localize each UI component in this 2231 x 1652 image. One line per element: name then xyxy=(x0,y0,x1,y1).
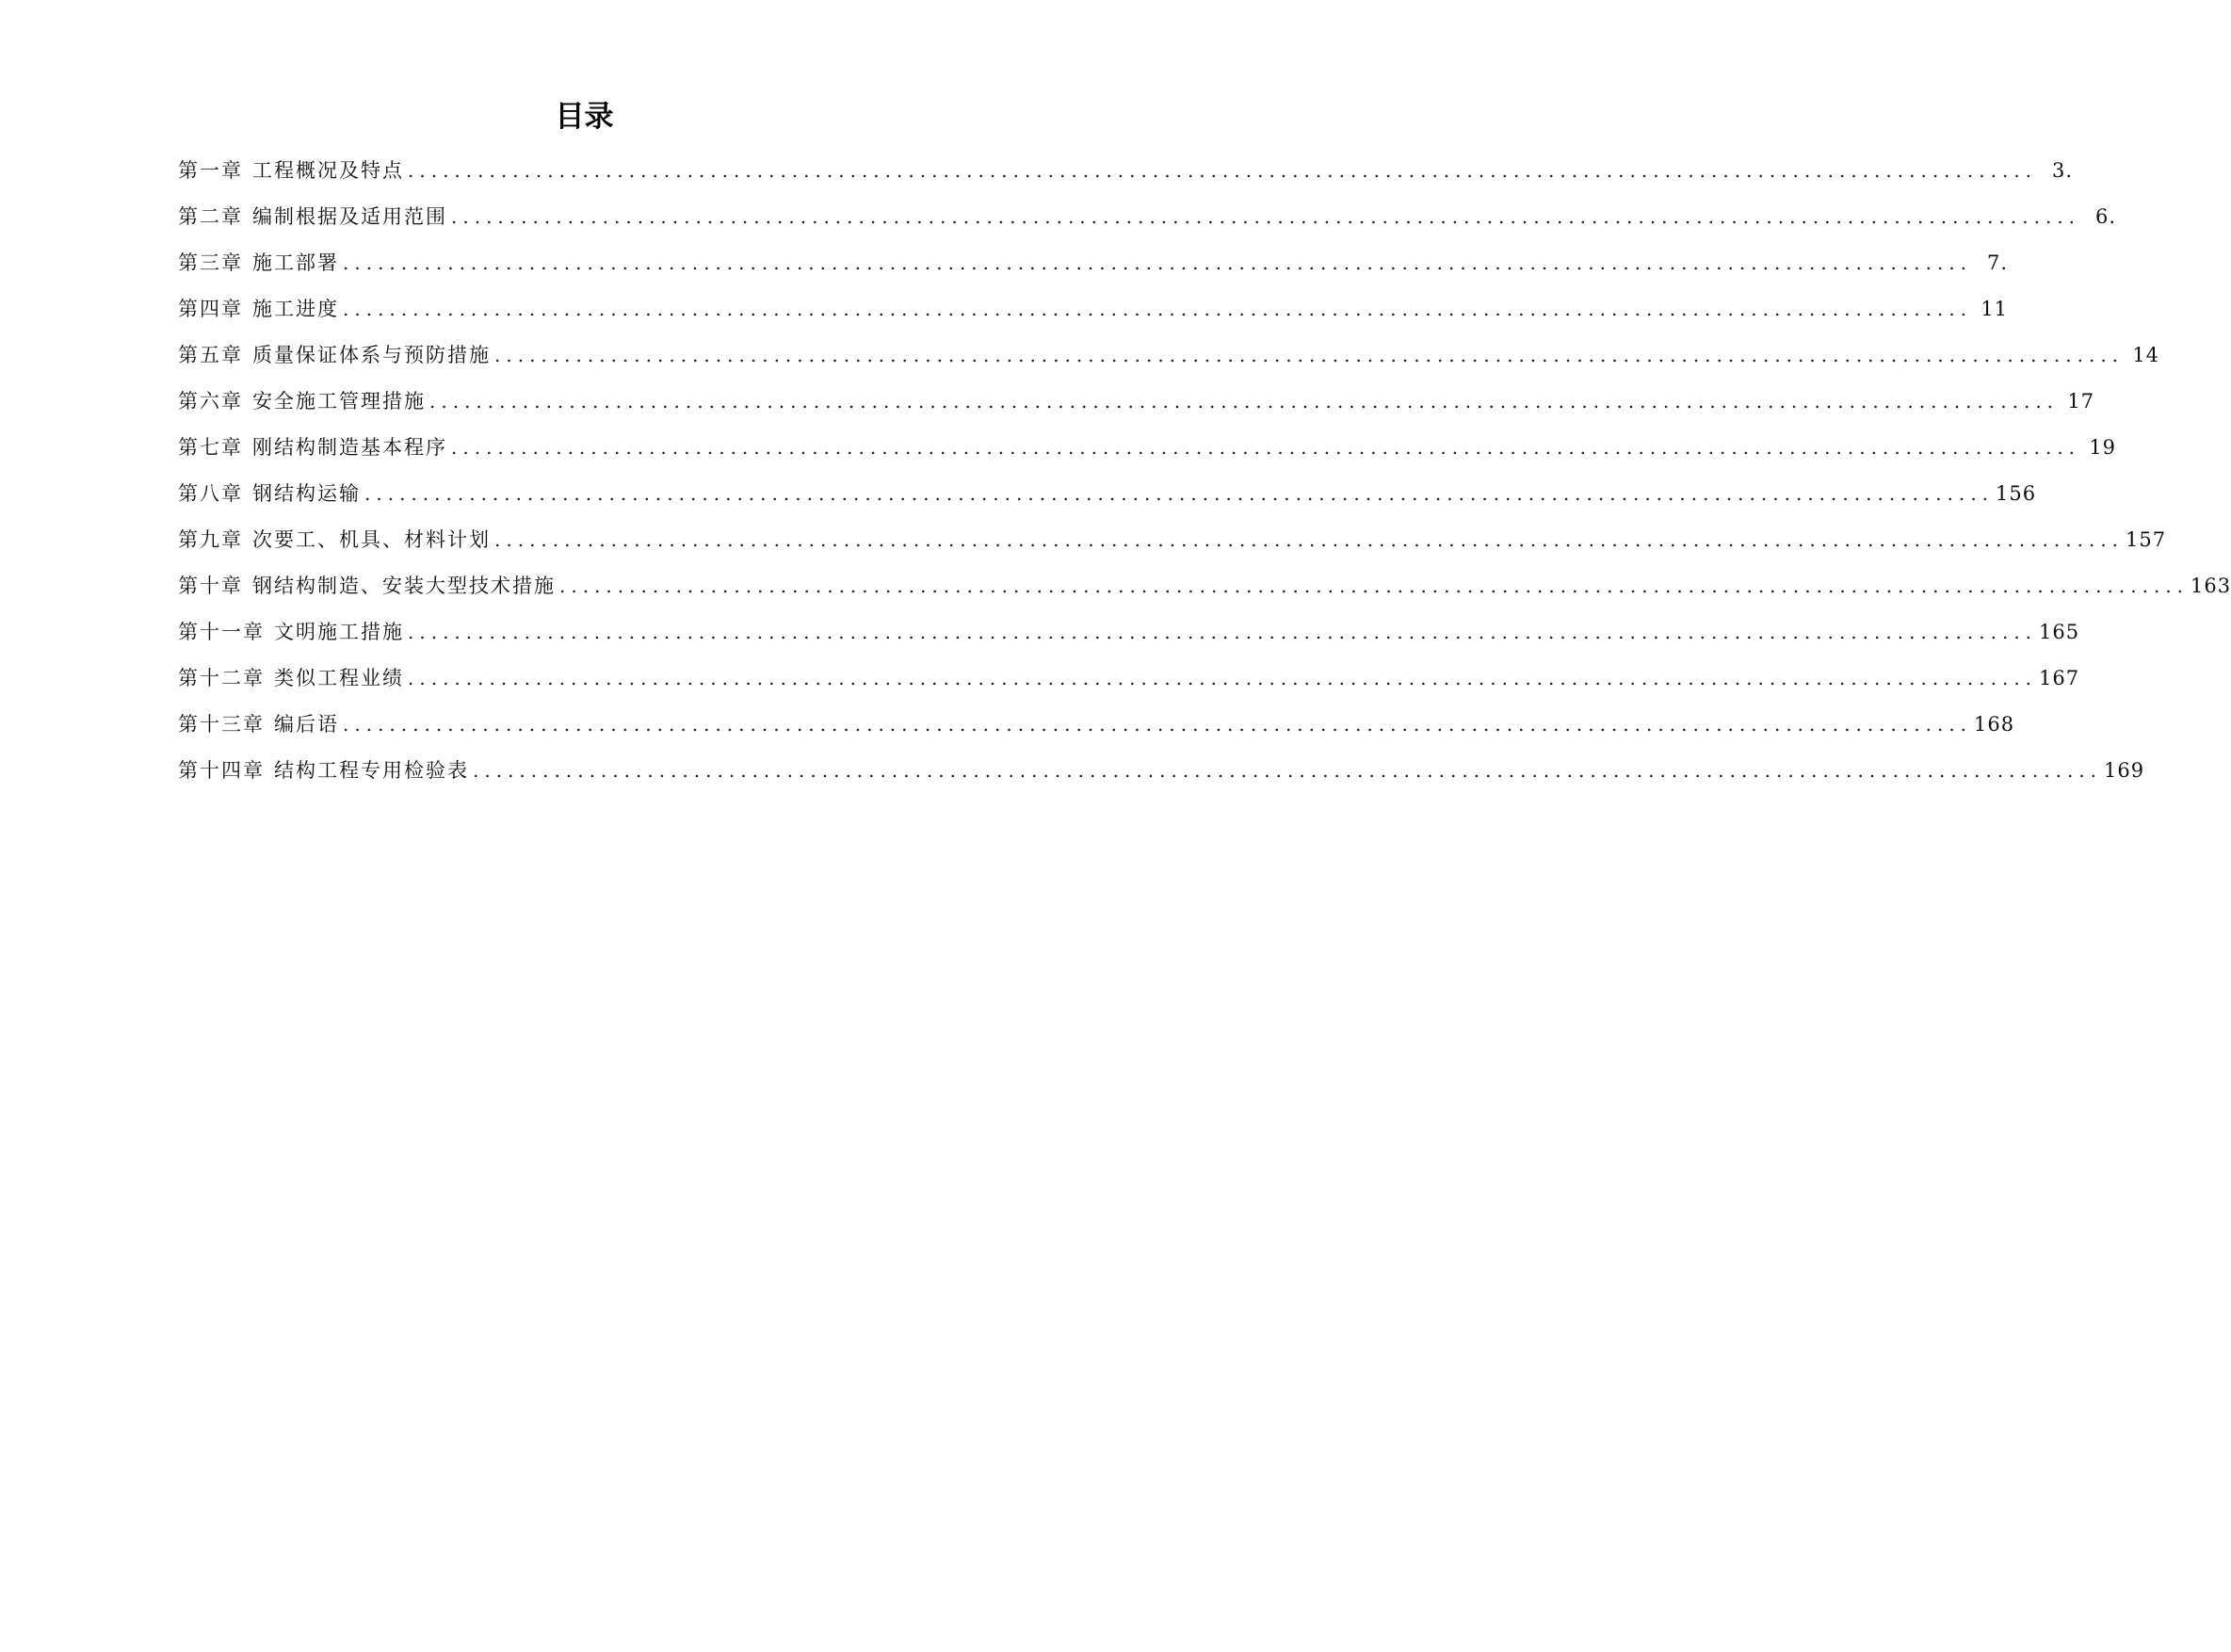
toc-page-number: 3. xyxy=(2052,159,2074,182)
toc-chapter-heading: 类似工程业绩 xyxy=(274,667,404,689)
toc-chapter-number: 第八章 xyxy=(178,482,243,505)
toc-page-number: 157 xyxy=(2126,528,2167,551)
toc-dot-leader: ............................................................................................................................................ xyxy=(451,436,2081,459)
toc-chapter-number: 第七章 xyxy=(178,436,243,459)
toc-chapter-heading: 钢结构制造、安装大型技术措施 xyxy=(252,575,556,597)
toc-chapter-number: 第九章 xyxy=(178,528,243,551)
toc-dot-leader: ............................................................................................................................................ xyxy=(494,528,2125,551)
toc-chapter-number: 第四章 xyxy=(178,298,243,320)
toc-dot-leader: ............................................................................................................................................ xyxy=(343,298,1973,320)
toc-entry[interactable] xyxy=(178,387,2095,433)
toc-entry[interactable] xyxy=(178,249,2009,295)
toc-chapter-number: 第六章 xyxy=(178,390,243,413)
toc-chapter-number: 第五章 xyxy=(178,344,243,366)
toc-chapter-number: 第一章 xyxy=(178,159,243,182)
toc-chapter-heading: 施工进度 xyxy=(252,298,339,320)
toc-entry[interactable] xyxy=(178,341,2160,387)
toc-chapter-heading: 安全施工管理措施 xyxy=(252,390,426,413)
toc-entry[interactable] xyxy=(178,295,2009,341)
toc-chapter-number: 第十四章 xyxy=(178,759,265,782)
table-of-contents xyxy=(178,156,2231,802)
toc-dot-leader: ............................................................................................................................................ xyxy=(364,482,1995,505)
toc-chapter-heading: 编后语 xyxy=(274,713,339,736)
toc-chapter-number: 第十章 xyxy=(178,575,243,597)
toc-dot-leader: ............................................................................................................................................ xyxy=(408,159,2038,182)
toc-dot-leader: ............................................................................................................................................ xyxy=(408,621,2038,643)
toc-page-number: 167 xyxy=(2039,667,2080,689)
toc-entry[interactable] xyxy=(178,618,2080,664)
toc-dot-leader: ............................................................................................................................................ xyxy=(559,575,2190,597)
toc-page-number: 19 xyxy=(2089,436,2117,459)
toc-entry[interactable] xyxy=(178,710,2015,756)
toc-entry[interactable] xyxy=(178,664,2080,710)
toc-page-number: 6. xyxy=(2095,205,2117,228)
toc-page-number: 11 xyxy=(1980,298,2009,320)
toc-page-number: 163 xyxy=(2191,575,2231,597)
toc-dot-leader: ............................................................................................................................................ xyxy=(494,344,2125,366)
toc-dot-leader: ............................................................................................................................................ xyxy=(408,667,2038,689)
toc-entry[interactable] xyxy=(178,202,2117,249)
toc-entry[interactable] xyxy=(178,433,2117,479)
toc-chapter-heading: 刚结构制造基本程序 xyxy=(252,436,447,459)
toc-chapter-heading: 质量保证体系与预防措施 xyxy=(252,344,491,366)
toc-page-number: 156 xyxy=(1996,482,2037,505)
toc-chapter-heading: 文明施工措施 xyxy=(274,621,404,643)
toc-dot-leader: ............................................................................................................................................ xyxy=(343,713,1973,736)
toc-entry[interactable] xyxy=(178,156,2074,202)
toc-chapter-number: 第二章 xyxy=(178,205,243,228)
toc-page-number: 165 xyxy=(2039,621,2080,643)
toc-entry[interactable] xyxy=(178,479,2037,526)
toc-chapter-number: 第十一章 xyxy=(178,621,265,643)
toc-entry[interactable] xyxy=(178,756,2145,802)
toc-chapter-heading: 编制根据及适用范围 xyxy=(252,205,447,228)
toc-entry[interactable] xyxy=(178,572,2231,618)
toc-page-number: 17 xyxy=(2067,390,2095,413)
toc-dot-leader: ............................................................................................................................................ xyxy=(451,205,2081,228)
toc-page-number: 7. xyxy=(1987,251,2009,274)
toc-chapter-heading: 结构工程专用检验表 xyxy=(274,759,469,782)
toc-page-number: 169 xyxy=(2104,759,2145,782)
toc-chapter-number: 第三章 xyxy=(178,251,243,274)
toc-dot-leader: ............................................................................................................................................ xyxy=(343,251,1973,274)
toc-chapter-number: 第十二章 xyxy=(178,667,265,689)
toc-chapter-heading: 钢结构运输 xyxy=(252,482,361,505)
toc-entry[interactable] xyxy=(178,526,2167,572)
toc-page-number: 14 xyxy=(2132,344,2160,366)
toc-chapter-number: 第十三章 xyxy=(178,713,265,736)
toc-dot-leader: ............................................................................................................................................ xyxy=(473,759,2103,782)
toc-chapter-heading: 工程概况及特点 xyxy=(252,159,404,182)
toc-page-number: 168 xyxy=(1974,713,2015,736)
toc-chapter-heading: 次要工、机具、材料计划 xyxy=(252,528,491,551)
toc-title: 目录 xyxy=(555,100,614,134)
toc-dot-leader: ............................................................................................................................................ xyxy=(429,390,2060,413)
toc-chapter-heading: 施工部署 xyxy=(252,251,339,274)
